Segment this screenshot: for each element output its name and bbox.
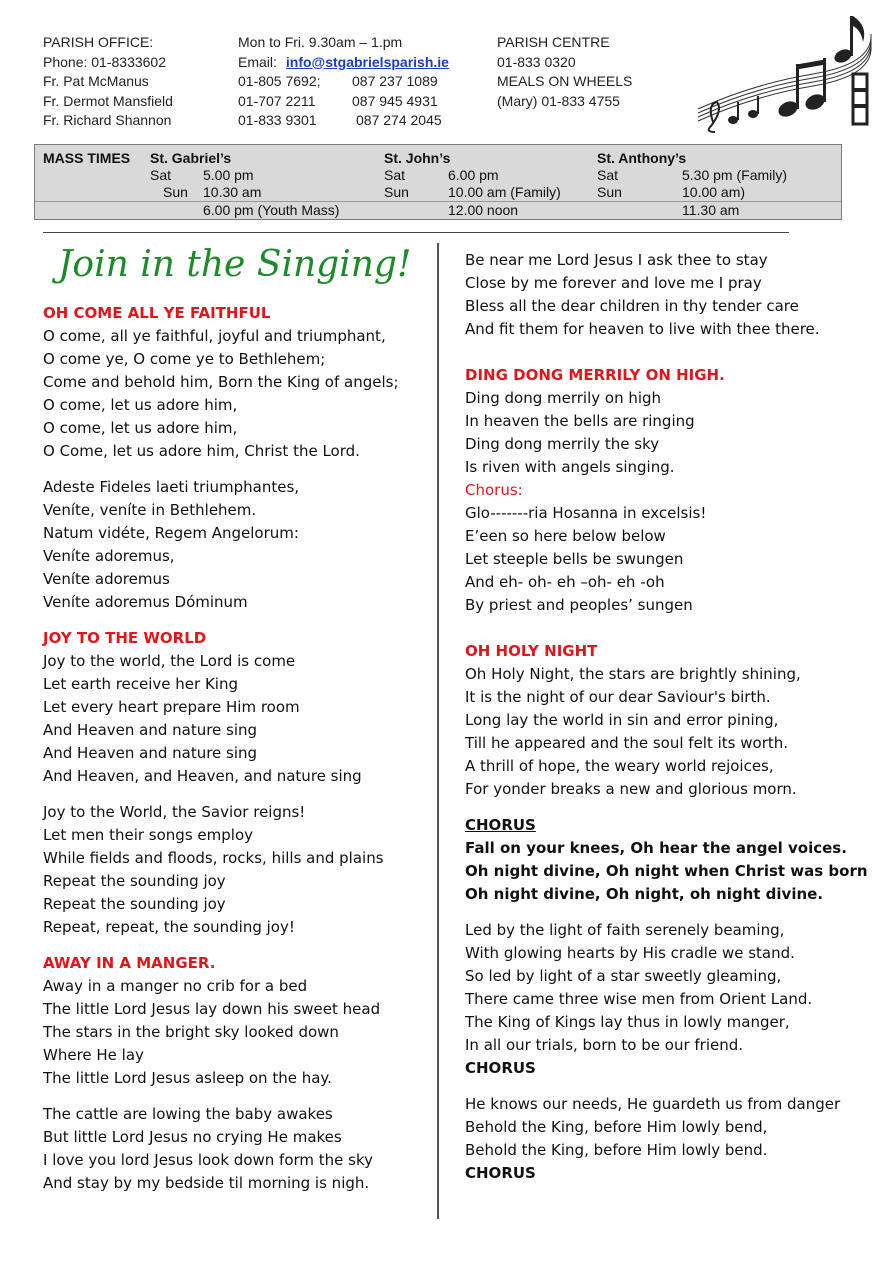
contact-block bbox=[238, 33, 488, 131]
lyric-line: Is riven with angels singing. bbox=[465, 458, 675, 476]
lyric-line: E’een so here below below bbox=[465, 527, 666, 545]
phone-row bbox=[238, 111, 488, 131]
day: Sun bbox=[163, 184, 188, 200]
lyric-line: Joy to the world, the Lord is come bbox=[43, 652, 296, 670]
lyric-line: Veníte adoremus Dóminum bbox=[43, 593, 248, 611]
lyric-line: Where He lay bbox=[43, 1046, 144, 1064]
day: Sat bbox=[597, 167, 619, 183]
lyric-line: Veníte adoremus, bbox=[43, 547, 175, 565]
song-heading: OH COME ALL YE FAITHFUL bbox=[43, 304, 271, 322]
landline: 01-707 2211 bbox=[238, 92, 316, 109]
time: 10.30 am bbox=[203, 184, 262, 200]
meals-phone: (Mary) 01-833 4755 bbox=[497, 92, 620, 109]
time: 5.30 pm (Family) bbox=[682, 167, 788, 183]
lyric-line: And eh- oh- eh –oh- eh -oh bbox=[465, 573, 665, 591]
left-column bbox=[43, 302, 399, 1195]
lyric-line: With glowing hearts by His cradle we stand. bbox=[465, 944, 795, 962]
time: 6.00 pm (Youth Mass) bbox=[203, 202, 340, 218]
day: Sat bbox=[150, 167, 172, 183]
lyric-line: The little Lord Jesus lay down his sweet head bbox=[43, 1000, 381, 1018]
lyric-line: Veníte adoremus bbox=[43, 570, 170, 588]
priest-name: Fr. Pat McManus bbox=[43, 73, 149, 89]
chorus-line: Oh night divine, Oh night, oh night divine. bbox=[465, 885, 824, 903]
lyric-line: O come ye, O come ye to Bethlehem; bbox=[43, 350, 326, 368]
page-title: Join in the Singing! bbox=[58, 244, 412, 285]
chorus-label: Chorus: bbox=[465, 481, 523, 499]
phone-row bbox=[238, 92, 488, 112]
parish-office-block bbox=[43, 33, 173, 131]
lyric-line: Joy to the World, the Savior reigns! bbox=[43, 803, 306, 821]
landline: 01-833 9301 bbox=[238, 112, 317, 128]
lyric-line: Natum vidéte, Regem Angelorum: bbox=[43, 524, 299, 542]
lyric-line: There came three wise men from Orient Land. bbox=[465, 990, 813, 1008]
lyric-line: Let steeple bells be swungen bbox=[465, 550, 684, 568]
time: 10.00 am (Family) bbox=[448, 184, 561, 200]
lyric-line: Behold the King, before Him lowly bend, bbox=[465, 1118, 768, 1136]
lyric-line: And stay by my bedside til morning is nigh. bbox=[43, 1174, 370, 1192]
lyric-line: He knows our needs, He guardeth us from danger bbox=[465, 1095, 841, 1113]
church-name: St. John’s bbox=[384, 150, 451, 166]
lyric-line: Let every heart prepare Him room bbox=[43, 698, 300, 716]
column-divider bbox=[437, 243, 439, 1219]
mobile: 087 237 1089 bbox=[352, 73, 438, 89]
song-heading: AWAY IN A MANGER. bbox=[43, 954, 216, 972]
lyric-line: Oh Holy Night, the stars are brightly shining, bbox=[465, 665, 801, 683]
day: Sat bbox=[384, 167, 406, 183]
chorus-line: Oh night divine, Oh night when Christ was born bbox=[465, 862, 868, 880]
lyric-line: Long lay the world in sin and error pining, bbox=[465, 711, 779, 729]
lyric-line: The little Lord Jesus asleep on the hay. bbox=[43, 1069, 332, 1087]
divider bbox=[43, 232, 789, 233]
chorus-ref: CHORUS bbox=[465, 1164, 536, 1182]
lyric-line: O Come, let us adore him, Christ the Lord. bbox=[43, 442, 360, 460]
chorus-ref: CHORUS bbox=[465, 1059, 536, 1077]
lyric-line: And Heaven and nature sing bbox=[43, 721, 258, 739]
lyric-line: Let men their songs employ bbox=[43, 826, 253, 844]
lyric-line: And fit them for heaven to live with thee there. bbox=[465, 320, 820, 338]
lyric-line: A thrill of hope, the weary world rejoices, bbox=[465, 757, 774, 775]
chorus-heading: CHORUS bbox=[465, 816, 536, 834]
song-heading: OH HOLY NIGHT bbox=[465, 642, 598, 660]
lyric-line: Adeste Fideles laeti triumphantes, bbox=[43, 478, 300, 496]
lyric-line: Ding dong merrily the sky bbox=[465, 435, 660, 453]
church-name: St. Anthony’s bbox=[597, 150, 687, 166]
lyric-line: Glo-------ria Hosanna in excelsis! bbox=[465, 504, 707, 522]
day: Sun bbox=[384, 184, 409, 200]
time: 11.30 am bbox=[682, 202, 740, 218]
lyric-line: Ding dong merrily on high bbox=[465, 389, 662, 407]
lyric-line: Led by the light of faith serenely beaming, bbox=[465, 921, 785, 939]
lyric-line: Veníte, veníte in Bethlehem. bbox=[43, 501, 257, 519]
lyric-line: The King of Kings lay thus in lowly manger, bbox=[465, 1013, 790, 1031]
phone-row bbox=[238, 72, 488, 92]
lyric-line: It is the night of our dear Saviour's birth. bbox=[465, 688, 771, 706]
lyric-line: And Heaven and nature sing bbox=[43, 744, 258, 762]
song-heading: DING DONG MERRILY ON HIGH. bbox=[465, 366, 725, 384]
mass-times-table bbox=[34, 144, 842, 220]
lyric-line: Bless all the dear children in thy tender care bbox=[465, 297, 799, 315]
divider bbox=[35, 201, 841, 202]
lyric-line: Be near me Lord Jesus I ask thee to stay bbox=[465, 251, 768, 269]
right-column bbox=[465, 249, 868, 1185]
lyric-line: Repeat the sounding joy bbox=[43, 895, 226, 913]
priest-name: Fr. Richard Shannon bbox=[43, 112, 172, 128]
lyric-line: Let earth receive her King bbox=[43, 675, 238, 693]
lyric-line: The cattle are lowing the baby awakes bbox=[43, 1105, 333, 1123]
music-notes-icon bbox=[693, 14, 873, 134]
time: 6.00 pm bbox=[448, 167, 499, 183]
mobile: 087 945 4931 bbox=[352, 92, 438, 109]
lyric-line: I love you lord Jesus look down form the sky bbox=[43, 1151, 374, 1169]
centre-label: PARISH CENTRE bbox=[497, 34, 610, 50]
landline: 01-805 7692; bbox=[238, 73, 321, 89]
lyric-line: Close by me forever and love me I pray bbox=[465, 274, 762, 292]
office-phone: Phone: 01-8333602 bbox=[43, 53, 166, 70]
lyric-line: Away in a manger no crib for a bed bbox=[43, 977, 308, 995]
lyric-line: In all our trials, born to be our friend. bbox=[465, 1036, 744, 1054]
centre-phone: 01-833 0320 bbox=[497, 53, 576, 70]
email-link[interactable]: info@stgabrielsparish.ie bbox=[285, 53, 449, 70]
lyric-line: While fields and floods, rocks, hills and plains bbox=[43, 849, 384, 867]
time: 10.00 am) bbox=[682, 184, 746, 200]
email-label: Email: bbox=[238, 53, 277, 70]
lyric-line: In heaven the bells are ringing bbox=[465, 412, 695, 430]
day: Sun bbox=[597, 184, 622, 200]
time: 12.00 noon bbox=[448, 202, 519, 218]
lyric-line: Repeat, repeat, the sounding joy! bbox=[43, 918, 295, 936]
lyric-line: For yonder breaks a new and glorious morn. bbox=[465, 780, 797, 798]
lyric-line: Come and behold him, Born the King of angels; bbox=[43, 373, 399, 391]
lyric-line: So led by light of a star sweetly gleaming, bbox=[465, 967, 782, 985]
church-name: St. Gabriel’s bbox=[150, 150, 232, 166]
mobile: 087 274 2045 bbox=[356, 112, 442, 128]
parish-centre-block bbox=[497, 33, 632, 111]
lyric-line: O come, let us adore him, bbox=[43, 419, 238, 437]
lyric-line: O come, let us adore him, bbox=[43, 396, 238, 414]
lyric-line: And Heaven, and Heaven, and nature sing bbox=[43, 767, 362, 785]
time: 5.00 pm bbox=[203, 167, 254, 183]
lyric-line: But little Lord Jesus no crying He makes bbox=[43, 1128, 342, 1146]
lyric-line: By priest and peoples’ sungen bbox=[465, 596, 693, 614]
office-label: PARISH OFFICE: bbox=[43, 34, 154, 50]
email-row bbox=[238, 53, 488, 73]
lyric-line: Repeat the sounding joy bbox=[43, 872, 226, 890]
meals-label: MEALS ON WHEELS bbox=[497, 73, 633, 89]
lyric-line: Behold the King, before Him lowly bend. bbox=[465, 1141, 768, 1159]
lyric-line: O come, all ye faithful, joyful and triumphant, bbox=[43, 327, 386, 345]
lyric-line: The stars in the bright sky looked down bbox=[43, 1023, 339, 1041]
office-hours: Mon to Fri. 9.30am – 1.pm bbox=[238, 34, 403, 50]
lyric-line: Till he appeared and the soul felt its worth. bbox=[465, 734, 789, 752]
song-heading: JOY TO THE WORLD bbox=[43, 629, 207, 647]
mass-times-label: MASS TIMES bbox=[43, 150, 131, 166]
priest-name: Fr. Dermot Mansfield bbox=[43, 92, 173, 109]
chorus-line: Fall on your knees, Oh hear the angel voices. bbox=[465, 839, 847, 857]
